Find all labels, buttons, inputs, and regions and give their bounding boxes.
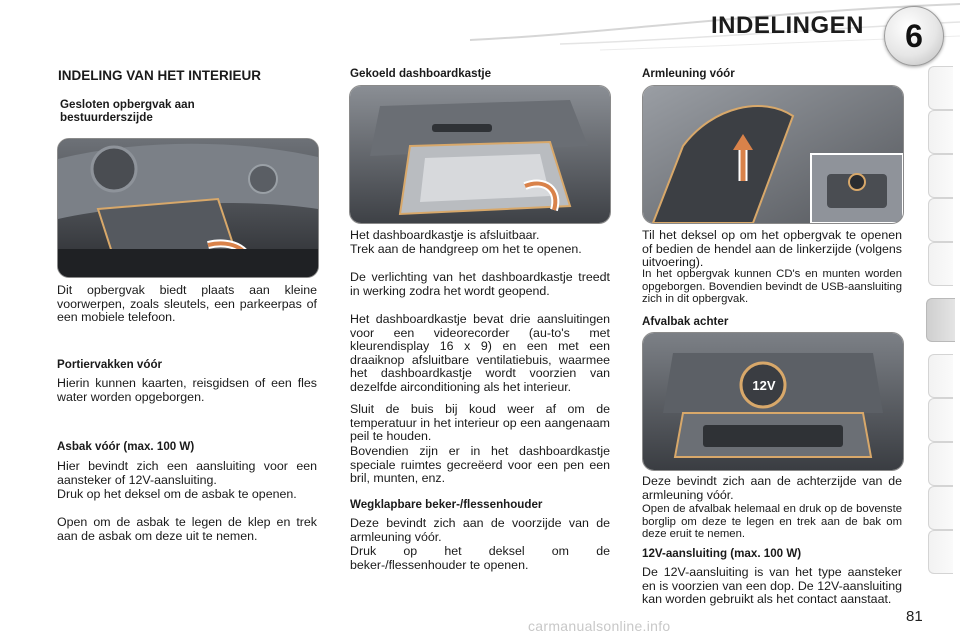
chapter-tab[interactable]: [928, 198, 953, 242]
armrest-text-2: In het opbergvak kunnen CD's en munten worden opgeborgen. Bovendien bevindt de USB-aansluiting zich in dit opbergvak.: [642, 268, 902, 306]
rear-bin-photo: [642, 332, 904, 471]
driver-storage-photo: [57, 138, 319, 278]
glovebox-text-2: Trek aan de handgreep om het te openen.: [350, 242, 582, 256]
page-title: INDELINGEN: [710, 12, 864, 39]
door-pockets-text: Hierin kunnen kaarten, reisgidsen of een fles water worden opgeborgen.: [57, 376, 317, 404]
rear-bin-text-1: Deze bevindt zich aan de achterzijde van de armleuning vóór.: [642, 474, 902, 502]
chapter-tab[interactable]: [928, 154, 953, 198]
armrest-heading: Armleuning vóór: [642, 67, 735, 80]
door-pockets-heading: Portiervakken vóór: [57, 358, 163, 371]
glovebox-text-4: Het dashboardkastje bevat drie aansluitingen voor een videorecorder (au-to's met kleurendisplay 16 x 9) en een met een draaiknop afsluitbare ventilatiebuis, waarmee het dashboardkastje wordt voorzien van dezelfde airconditioning als het interieur.: [350, 312, 610, 394]
glovebox-driver-text: Dit opbergvak biedt plaats aan kleine voorwerpen, zoals sleutels, een parkeerpas of een mobiele telefoon.: [57, 283, 317, 325]
chapter-tab[interactable]: [928, 398, 953, 442]
glovebox-text-5: Sluit de buis bij koud weer af om de temperatuur in het interieur op een aangenaam peil te houden.: [350, 402, 610, 444]
watermark: carmanualsonline.info: [528, 618, 671, 634]
chapter-number: 6: [905, 18, 923, 54]
rear-bin-text-2: Open de afvalbak helemaal en druk op de bovenste borglip om deze te legen en trek aan de bak om deze eruit te nemen.: [642, 503, 902, 541]
12v-socket-heading: 12V-aansluiting (max. 100 W): [642, 547, 802, 560]
cup-holder-text-1: Deze bevindt zich aan de voorzijde van de armleuning vóór.: [350, 516, 610, 544]
ashtray-heading: Asbak vóór (max. 100 W): [57, 440, 195, 453]
glovebox-text-3: De verlichting van het dashboardkastje treedt in werking zodra het wordt geopend.: [350, 270, 610, 298]
chapter-tab[interactable]: [928, 354, 953, 398]
chapter-tabs: [928, 66, 952, 574]
cup-holder-text-2: Druk op het deksel om de beker-/flessenhouder te openen.: [350, 544, 610, 572]
section-title: INDELING VAN HET INTERIEUR: [58, 68, 262, 83]
cooled-glovebox-heading: Gekoeld dashboardkastje: [350, 67, 492, 80]
page-number: 81: [906, 608, 923, 625]
chapter-tab-active[interactable]: [926, 298, 955, 342]
armrest-photo: [642, 85, 904, 224]
chapter-tab[interactable]: [928, 242, 953, 286]
glovebox-text-1: Het dashboardkastje is afsluitbaar.: [350, 228, 540, 242]
cup-holder-heading: Wegklapbare beker-/flessenhouder: [350, 498, 543, 511]
chapter-badge: [884, 6, 944, 66]
armrest-text-1: Til het deksel op om het opbergvak te openen of bedien de hendel aan de linkerzijde (volgens uitvoering).: [642, 228, 902, 270]
page-header: [0, 0, 960, 58]
chapter-tab[interactable]: [928, 66, 953, 110]
ashtray-text-1: Hier bevindt zich een aansluiting voor een aansteker of 12V-aansluiting.: [57, 459, 317, 487]
chapter-tab[interactable]: [928, 486, 953, 530]
ashtray-text-3: Open om de asbak te legen de klep en trek aan de asbak om deze uit te nemen.: [57, 515, 317, 543]
chapter-tab[interactable]: [928, 110, 953, 154]
12v-socket-text: De 12V-aansluiting is van het type aansteker en is voorzien van een dop. De 12V-aansluiting kan worden gebruikt als het contact aanstaat.: [642, 565, 902, 607]
ashtray-text-2: Druk op het deksel om de asbak te openen.: [57, 487, 297, 501]
glovebox-driver-heading: Gesloten opbergvak aan bestuurderszijde: [60, 98, 195, 124]
glovebox-text-6: Bovendien zijn er in het dashboardkastje speciale ruimtes gecreëerd voor een pen een bril, munten, enz.: [350, 444, 610, 486]
12v-label: 12V: [752, 378, 776, 393]
rear-bin-heading: Afvalbak achter: [642, 315, 729, 328]
chapter-tab[interactable]: [928, 442, 953, 486]
chapter-tab[interactable]: [928, 530, 953, 574]
glovebox-photo: [349, 85, 611, 224]
